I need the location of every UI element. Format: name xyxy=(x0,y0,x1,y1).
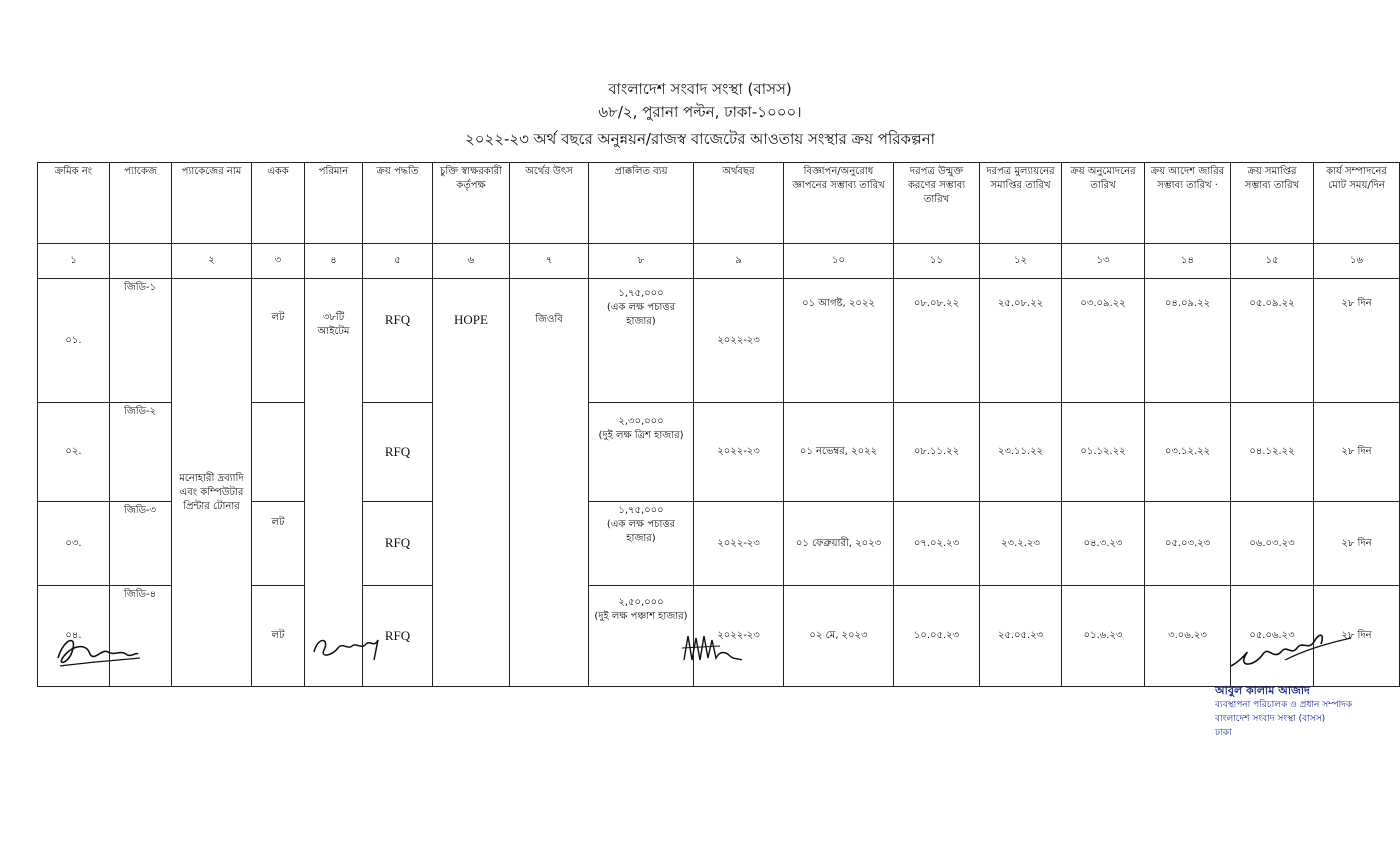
header-cell: প্যাকেজের নাম xyxy=(172,163,252,244)
cost-amount: ২,৩০,০০০ xyxy=(618,416,664,427)
authority-cell: HOPE xyxy=(433,279,510,687)
approval-date-cell: ০১.১২.২২ xyxy=(1062,403,1145,502)
header-cell: বিজ্ঞাপন/অনুরোধ জ্ঞাপনের সম্ভাব্য তারিখ xyxy=(784,163,894,244)
package-name-cell: মনোহারী দ্রব্যাদি এবং কম্পিউটার প্রিন্টার টোনার xyxy=(172,279,252,687)
procurement-plan-table xyxy=(37,162,1400,687)
column-number-row xyxy=(38,244,1400,279)
ad-date-cell: ০১ ফেব্রুয়ারী, ২০২৩ xyxy=(784,502,894,586)
fiscal-year-cell: ২০২২-২৩ xyxy=(694,279,784,403)
cost-cell xyxy=(589,502,694,586)
opening-date-cell: ১০.০৫.২৩ xyxy=(894,586,980,687)
completion-date-cell: ০৪.১২.২২ xyxy=(1231,403,1314,502)
plan-title: ২০২২-২৩ অর্থ বছরে অনুন্নয়ন/রাজস্ব বাজেটের আওতায় সংস্থার ক্রয় পরিকল্পনা xyxy=(464,130,936,148)
column-number: ১২ xyxy=(980,244,1062,279)
method-cell: RFQ xyxy=(363,403,433,502)
unit-cell: লট xyxy=(252,502,305,586)
column-number: ৫ xyxy=(363,244,433,279)
fiscal-year-cell: ২০২২-২৩ xyxy=(694,502,784,586)
unit-cell: লট xyxy=(252,586,305,687)
column-number: ৯ xyxy=(694,244,784,279)
serial-cell: ০১. xyxy=(38,279,110,403)
header-cell: প্যাকেজ xyxy=(110,163,172,244)
header-cell: অর্থবছর xyxy=(694,163,784,244)
duration-cell: ২৮ দিন xyxy=(1314,502,1400,586)
header-cell: কার্য সম্পাদনের মোট সময়/দিন xyxy=(1314,163,1400,244)
package-cell: জিডি-৩ xyxy=(110,502,172,586)
column-number: ৬ xyxy=(433,244,510,279)
cost-amount: ১,৭৫,০০০ xyxy=(618,288,664,299)
evaluation-date-cell: ২৫.০৫.২৩ xyxy=(980,586,1062,687)
cost-in-words: (দুই লক্ষ পঞ্চাশ হাজার) xyxy=(594,611,688,622)
order-date-cell: ০৪.০৯.২২ xyxy=(1145,279,1231,403)
method-cell: RFQ xyxy=(363,586,433,687)
column-number: ১ xyxy=(38,244,110,279)
column-number: ২ xyxy=(172,244,252,279)
duration-cell: ২৮ দিন xyxy=(1314,586,1400,687)
signatory-organization: বাংলাদেশ সংবাদ সংস্থা (বাসস) xyxy=(1215,714,1326,724)
unit-cell: লট xyxy=(252,279,305,403)
header-cell: ক্রয় পদ্ধতি xyxy=(363,163,433,244)
header-cell: একক xyxy=(252,163,305,244)
column-number: ১৫ xyxy=(1231,244,1314,279)
opening-date-cell: ০৭.০২.২৩ xyxy=(894,502,980,586)
opening-date-cell: ০৮.১১.২২ xyxy=(894,403,980,502)
signature-4 xyxy=(1225,626,1355,678)
cost-cell xyxy=(589,403,694,502)
signature-3 xyxy=(680,630,745,666)
cost-in-words: (এক লক্ষ পচাত্তর হাজার) xyxy=(606,519,676,544)
approval-date-cell: ০৩.০৯.২২ xyxy=(1062,279,1145,403)
order-date-cell: ০৫.০৩.২৩ xyxy=(1145,502,1231,586)
serial-cell: ০৪. xyxy=(38,586,110,687)
evaluation-date-cell: ২৩.২.২৩ xyxy=(980,502,1062,586)
column-number: ১৪ xyxy=(1145,244,1231,279)
column-number: ৪ xyxy=(305,244,363,279)
cost-in-words: (এক লক্ষ পচাত্তর হাজার) xyxy=(606,302,676,327)
org-address: ৬৮/২, পুরানা পল্টন, ঢাকা-১০০০। xyxy=(598,103,802,121)
column-number: ১৬ xyxy=(1314,244,1400,279)
column-number: ১১ xyxy=(894,244,980,279)
signature-2 xyxy=(308,630,388,666)
signatory-city: ঢাকা xyxy=(1215,728,1232,738)
completion-date-cell: ০৫.০৯.২২ xyxy=(1231,279,1314,403)
column-number: ৩ xyxy=(252,244,305,279)
cost-cell xyxy=(589,279,694,403)
column-number: ৮ xyxy=(589,244,694,279)
header-cell: প্রাক্কলিত ব্যয় xyxy=(589,163,694,244)
quantity-cell: ৩৮টি আইটেম xyxy=(305,279,363,687)
ad-date-cell: ০২ মে, ২০২৩ xyxy=(784,586,894,687)
package-cell: জিডি-১ xyxy=(110,279,172,403)
header-cell: অর্থের উৎস xyxy=(510,163,589,244)
method-cell: RFQ xyxy=(363,279,433,403)
cost-cell xyxy=(589,586,694,687)
column-number: ৭ xyxy=(510,244,589,279)
column-number xyxy=(110,244,172,279)
header-cell: ক্রয় অনুমোদনের তারিখ xyxy=(1062,163,1145,244)
ad-date-cell: ০১ আগষ্ট, ২০২২ xyxy=(784,279,894,403)
header-cell: ক্রমিক নং xyxy=(38,163,110,244)
signatory-designation: ব্যবস্থাপনা পরিচালক ও প্রধান সম্পাদক xyxy=(1215,700,1353,710)
header-row xyxy=(38,163,1400,244)
duration-cell: ২৮ দিন xyxy=(1314,403,1400,502)
duration-cell: ২৮ দিন xyxy=(1314,279,1400,403)
order-date-cell: ০৩.১২.২২ xyxy=(1145,403,1231,502)
cost-amount: ১,৭৫,০০০ xyxy=(618,505,664,516)
evaluation-date-cell: ২৫.০৮.২২ xyxy=(980,279,1062,403)
fund-source-cell: জিওবি xyxy=(510,279,589,687)
approval-date-cell: ০৪.৩.২৩ xyxy=(1062,502,1145,586)
table-row xyxy=(38,279,1400,403)
method-cell: RFQ xyxy=(363,502,433,586)
package-cell: জিডি-৪ xyxy=(110,586,172,687)
header-cell: দরপত্র মুল্যায়নের সমাপ্তির তারিখ xyxy=(980,163,1062,244)
fiscal-year-cell: ২০২২-২৩ xyxy=(694,586,784,687)
header-cell: পরিমান xyxy=(305,163,363,244)
completion-date-cell: ০৬.০৩.২৩ xyxy=(1231,502,1314,586)
cost-in-words: (দুই লক্ষ ত্রিশ হাজার) xyxy=(598,430,684,441)
header-cell: ক্রয় সমাপ্তির সম্ভাব্য তারিখ xyxy=(1231,163,1314,244)
package-cell: জিডি-২ xyxy=(110,403,172,502)
header-cell: ক্রয় আদেশ জারির সম্ভাব্য তারিখ · xyxy=(1145,163,1231,244)
opening-date-cell: ০৮.০৮.২২ xyxy=(894,279,980,403)
cost-amount: ২,৫০,০০০ xyxy=(618,597,664,608)
fiscal-year-cell: ২০২২-২৩ xyxy=(694,403,784,502)
ad-date-cell: ০১ নভেম্বর, ২০২২ xyxy=(784,403,894,502)
approval-date-cell: ০১.৬.২৩ xyxy=(1062,586,1145,687)
order-date-cell: ৩.০৬.২৩ xyxy=(1145,586,1231,687)
serial-cell: ০৩. xyxy=(38,502,110,586)
header-cell: দরপত্র উন্মুক্ত করণের সম্ভাব্য তারিখ xyxy=(894,163,980,244)
column-number: ১০ xyxy=(784,244,894,279)
header-cell: চুক্তি স্বাক্ষরকারী কর্তৃপক্ষ xyxy=(433,163,510,244)
serial-cell: ০২. xyxy=(38,403,110,502)
evaluation-date-cell: ২৩.১১.২২ xyxy=(980,403,1062,502)
signatory-name: আবুল কালাম আজাদ xyxy=(1215,684,1310,697)
unit-cell xyxy=(252,403,305,502)
org-name: বাংলাদেশ সংবাদ সংস্থা (বাসস) xyxy=(608,80,792,98)
signature-1 xyxy=(50,628,145,673)
column-number: ১৩ xyxy=(1062,244,1145,279)
completion-date-cell: ০৫.০৬.২৩ xyxy=(1231,586,1314,687)
